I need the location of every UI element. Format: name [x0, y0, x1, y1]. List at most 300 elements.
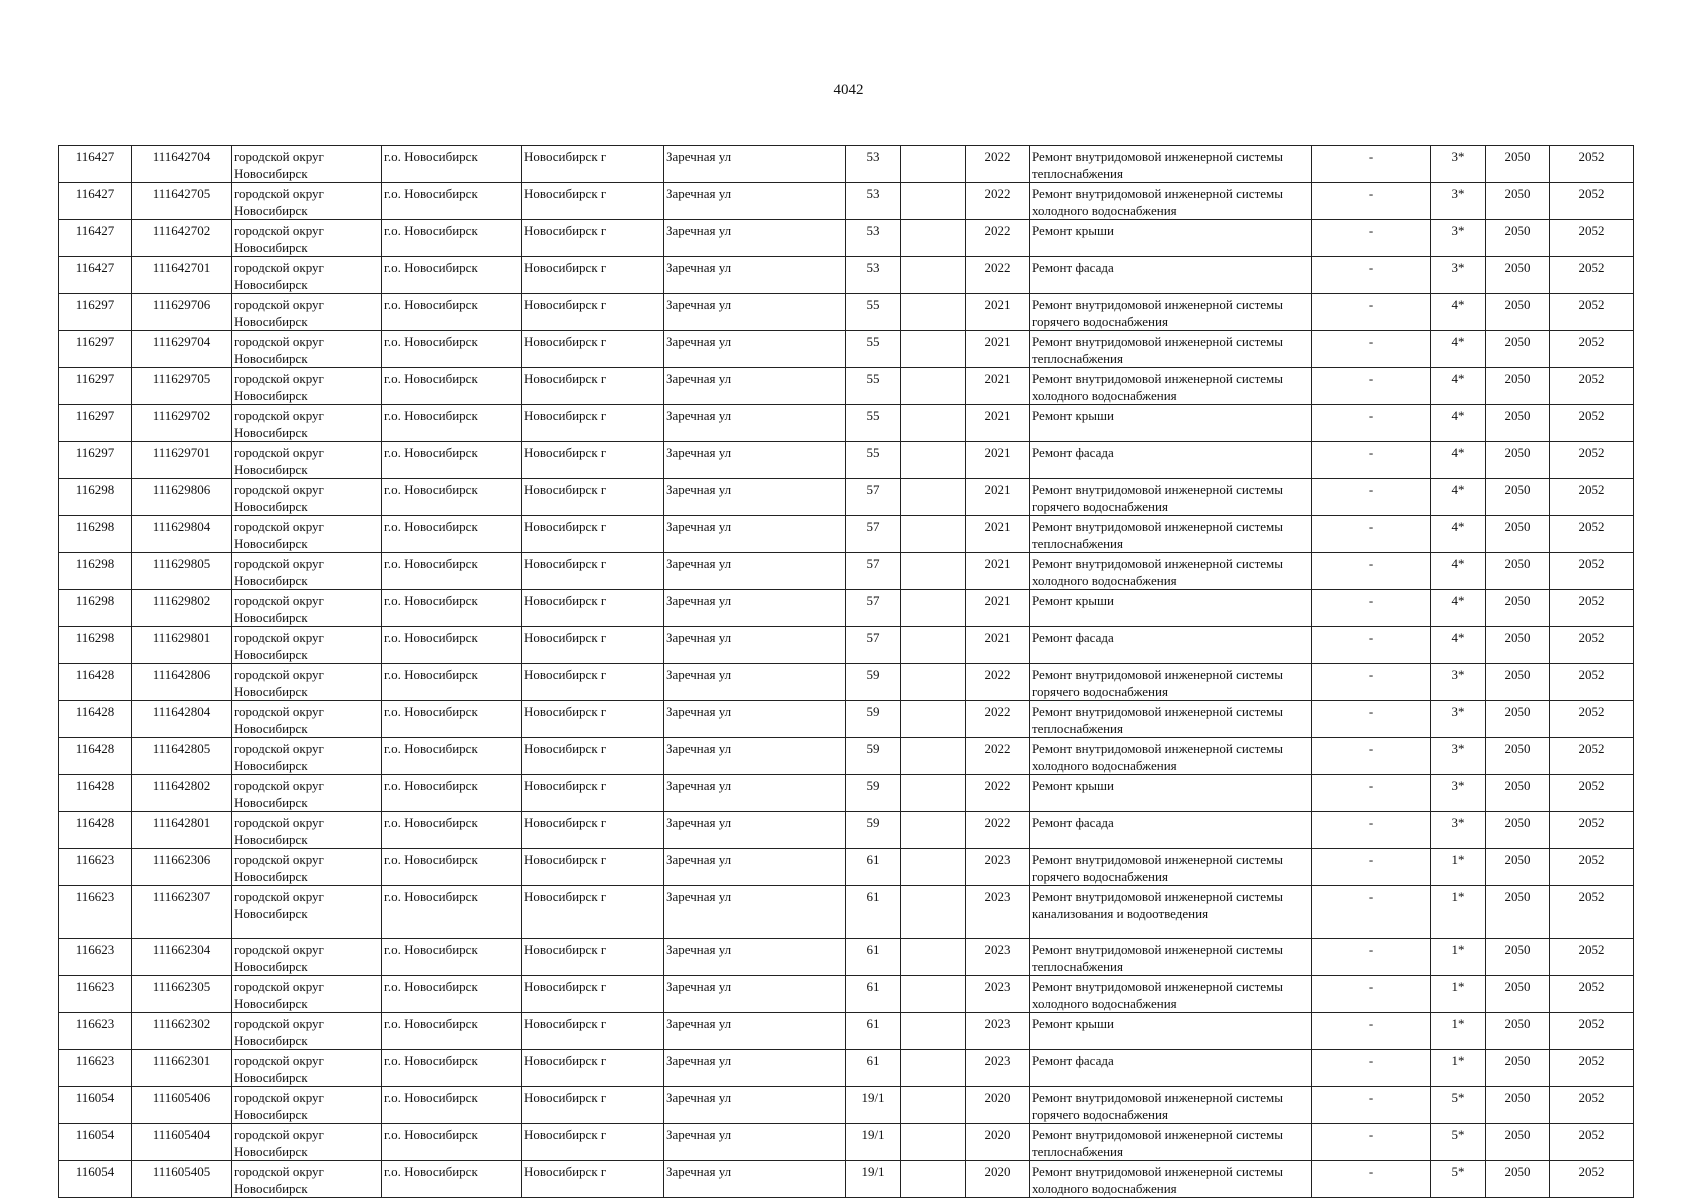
district-cell: г.о. Новосибирск: [382, 590, 522, 627]
priority-cell: 1*: [1431, 939, 1486, 976]
plan-end-cell: 2052: [1550, 886, 1634, 939]
house-id-cell: 116297: [59, 442, 132, 479]
house-number-cell: 55: [846, 368, 901, 405]
building-cell: [901, 257, 966, 294]
house-number-cell: 61: [846, 849, 901, 886]
district-cell: г.о. Новосибирск: [382, 939, 522, 976]
settlement-cell: Новосибирск г: [522, 590, 664, 627]
table-row: [59, 220, 1634, 257]
element-id-cell: 111629702: [132, 405, 232, 442]
plan-start-cell: 2050: [1486, 1050, 1550, 1087]
table-row: [59, 442, 1634, 479]
plan-start-cell: 2050: [1486, 479, 1550, 516]
dash-cell: -: [1312, 886, 1431, 939]
plan-start-cell: 2050: [1486, 183, 1550, 220]
building-cell: [901, 738, 966, 775]
priority-cell: 1*: [1431, 1013, 1486, 1050]
building-cell: [901, 146, 966, 183]
plan-end-cell: 2052: [1550, 405, 1634, 442]
element-id-cell: 111629806: [132, 479, 232, 516]
municipality-cell: городской округ Новосибирск: [232, 701, 382, 738]
priority-cell: 4*: [1431, 590, 1486, 627]
plan-end-cell: 2052: [1550, 479, 1634, 516]
settlement-cell: Новосибирск г: [522, 1087, 664, 1124]
municipality-cell: городской округ Новосибирск: [232, 1013, 382, 1050]
dash-cell: -: [1312, 664, 1431, 701]
element-id-cell: 111662306: [132, 849, 232, 886]
priority-cell: 3*: [1431, 664, 1486, 701]
dash-cell: -: [1312, 553, 1431, 590]
dash-cell: -: [1312, 1087, 1431, 1124]
table-row: [59, 812, 1634, 849]
work-type-cell: Ремонт внутридомовой инженерной системы канализования и водоотведения: [1030, 886, 1312, 939]
plan-start-cell: 2050: [1486, 1087, 1550, 1124]
element-id-cell: 111642705: [132, 183, 232, 220]
street-cell: Заречная ул: [664, 849, 846, 886]
year-built-cell: 2021: [966, 627, 1030, 664]
work-type-cell: Ремонт крыши: [1030, 775, 1312, 812]
house-number-cell: 61: [846, 1050, 901, 1087]
street-cell: Заречная ул: [664, 516, 846, 553]
street-cell: Заречная ул: [664, 294, 846, 331]
work-type-cell: Ремонт внутридомовой инженерной системы холодного водоснабжения: [1030, 368, 1312, 405]
house-id-cell: 116297: [59, 294, 132, 331]
building-cell: [901, 812, 966, 849]
table-row: [59, 738, 1634, 775]
municipality-cell: городской округ Новосибирск: [232, 590, 382, 627]
house-number-cell: 19/1: [846, 1161, 901, 1198]
building-cell: [901, 331, 966, 368]
dash-cell: -: [1312, 1013, 1431, 1050]
priority-cell: 5*: [1431, 1161, 1486, 1198]
settlement-cell: Новосибирск г: [522, 812, 664, 849]
year-built-cell: 2020: [966, 1087, 1030, 1124]
work-type-cell: Ремонт фасада: [1030, 257, 1312, 294]
building-cell: [901, 939, 966, 976]
house-id-cell: 116298: [59, 553, 132, 590]
street-cell: Заречная ул: [664, 1050, 846, 1087]
element-id-cell: 111662304: [132, 939, 232, 976]
building-cell: [901, 405, 966, 442]
district-cell: г.о. Новосибирск: [382, 479, 522, 516]
plan-start-cell: 2050: [1486, 664, 1550, 701]
table-row: [59, 479, 1634, 516]
table-row: [59, 1087, 1634, 1124]
house-number-cell: 55: [846, 294, 901, 331]
plan-start-cell: 2050: [1486, 812, 1550, 849]
house-id-cell: 116298: [59, 516, 132, 553]
municipality-cell: городской округ Новосибирск: [232, 1161, 382, 1198]
work-type-cell: Ремонт внутридомовой инженерной системы горячего водоснабжения: [1030, 664, 1312, 701]
priority-cell: 4*: [1431, 479, 1486, 516]
house-id-cell: 116427: [59, 146, 132, 183]
house-number-cell: 61: [846, 976, 901, 1013]
house-number-cell: 55: [846, 331, 901, 368]
dash-cell: -: [1312, 183, 1431, 220]
municipality-cell: городской округ Новосибирск: [232, 886, 382, 939]
house-number-cell: 57: [846, 553, 901, 590]
house-number-cell: 55: [846, 405, 901, 442]
dash-cell: -: [1312, 812, 1431, 849]
dash-cell: -: [1312, 627, 1431, 664]
building-cell: [901, 664, 966, 701]
house-number-cell: 59: [846, 701, 901, 738]
table-row: [59, 701, 1634, 738]
dash-cell: -: [1312, 849, 1431, 886]
work-type-cell: Ремонт крыши: [1030, 405, 1312, 442]
municipality-cell: городской округ Новосибирск: [232, 1087, 382, 1124]
house-id-cell: 116297: [59, 405, 132, 442]
year-built-cell: 2023: [966, 939, 1030, 976]
element-id-cell: 111642701: [132, 257, 232, 294]
year-built-cell: 2021: [966, 590, 1030, 627]
plan-end-cell: 2052: [1550, 976, 1634, 1013]
street-cell: Заречная ул: [664, 664, 846, 701]
plan-end-cell: 2052: [1550, 701, 1634, 738]
dash-cell: -: [1312, 331, 1431, 368]
house-id-cell: 116428: [59, 775, 132, 812]
municipality-cell: городской округ Новосибирск: [232, 976, 382, 1013]
settlement-cell: Новосибирск г: [522, 220, 664, 257]
district-cell: г.о. Новосибирск: [382, 553, 522, 590]
plan-end-cell: 2052: [1550, 183, 1634, 220]
plan-end-cell: 2052: [1550, 849, 1634, 886]
year-built-cell: 2021: [966, 331, 1030, 368]
priority-cell: 3*: [1431, 738, 1486, 775]
priority-cell: 5*: [1431, 1087, 1486, 1124]
plan-start-cell: 2050: [1486, 553, 1550, 590]
house-number-cell: 53: [846, 257, 901, 294]
dash-cell: -: [1312, 479, 1431, 516]
building-cell: [901, 886, 966, 939]
plan-start-cell: 2050: [1486, 146, 1550, 183]
district-cell: г.о. Новосибирск: [382, 442, 522, 479]
municipality-cell: городской округ Новосибирск: [232, 146, 382, 183]
municipality-cell: городской округ Новосибирск: [232, 183, 382, 220]
settlement-cell: Новосибирск г: [522, 939, 664, 976]
plan-start-cell: 2050: [1486, 939, 1550, 976]
work-type-cell: Ремонт крыши: [1030, 590, 1312, 627]
district-cell: г.о. Новосибирск: [382, 1124, 522, 1161]
street-cell: Заречная ул: [664, 1013, 846, 1050]
table-row: [59, 590, 1634, 627]
house-number-cell: 59: [846, 812, 901, 849]
priority-cell: 3*: [1431, 257, 1486, 294]
settlement-cell: Новосибирск г: [522, 775, 664, 812]
house-number-cell: 53: [846, 183, 901, 220]
plan-end-cell: 2052: [1550, 1013, 1634, 1050]
element-id-cell: 111662305: [132, 976, 232, 1013]
street-cell: Заречная ул: [664, 812, 846, 849]
plan-start-cell: 2050: [1486, 220, 1550, 257]
work-type-cell: Ремонт внутридомовой инженерной системы холодного водоснабжения: [1030, 183, 1312, 220]
work-type-cell: Ремонт внутридомовой инженерной системы холодного водоснабжения: [1030, 553, 1312, 590]
element-id-cell: 111629801: [132, 627, 232, 664]
house-number-cell: 57: [846, 627, 901, 664]
dash-cell: -: [1312, 1050, 1431, 1087]
dash-cell: -: [1312, 590, 1431, 627]
priority-cell: 1*: [1431, 976, 1486, 1013]
year-built-cell: 2021: [966, 553, 1030, 590]
district-cell: г.о. Новосибирск: [382, 849, 522, 886]
house-id-cell: 116428: [59, 701, 132, 738]
element-id-cell: 111605405: [132, 1161, 232, 1198]
plan-start-cell: 2050: [1486, 368, 1550, 405]
house-id-cell: 116623: [59, 939, 132, 976]
table-row: [59, 516, 1634, 553]
priority-cell: 3*: [1431, 183, 1486, 220]
priority-cell: 3*: [1431, 146, 1486, 183]
year-built-cell: 2021: [966, 368, 1030, 405]
priority-cell: 4*: [1431, 368, 1486, 405]
district-cell: г.о. Новосибирск: [382, 775, 522, 812]
work-type-cell: Ремонт внутридомовой инженерной системы теплоснабжения: [1030, 939, 1312, 976]
work-type-cell: Ремонт фасада: [1030, 627, 1312, 664]
municipality-cell: городской округ Новосибирск: [232, 405, 382, 442]
plan-end-cell: 2052: [1550, 939, 1634, 976]
house-number-cell: 57: [846, 479, 901, 516]
priority-cell: 3*: [1431, 775, 1486, 812]
year-built-cell: 2022: [966, 146, 1030, 183]
work-type-cell: Ремонт внутридомовой инженерной системы горячего водоснабжения: [1030, 479, 1312, 516]
building-cell: [901, 775, 966, 812]
work-type-cell: Ремонт внутридомовой инженерной системы холодного водоснабжения: [1030, 976, 1312, 1013]
settlement-cell: Новосибирск г: [522, 479, 664, 516]
municipality-cell: городской округ Новосибирск: [232, 368, 382, 405]
plan-end-cell: 2052: [1550, 664, 1634, 701]
building-cell: [901, 701, 966, 738]
building-cell: [901, 1087, 966, 1124]
street-cell: Заречная ул: [664, 775, 846, 812]
building-cell: [901, 590, 966, 627]
table-row: [59, 331, 1634, 368]
plan-end-cell: 2052: [1550, 738, 1634, 775]
table-row: [59, 1161, 1634, 1198]
table-row: [59, 368, 1634, 405]
settlement-cell: Новосибирск г: [522, 405, 664, 442]
year-built-cell: 2023: [966, 1013, 1030, 1050]
house-id-cell: 116297: [59, 368, 132, 405]
building-cell: [901, 368, 966, 405]
element-id-cell: 111629805: [132, 553, 232, 590]
plan-start-cell: 2050: [1486, 405, 1550, 442]
dash-cell: -: [1312, 368, 1431, 405]
district-cell: г.о. Новосибирск: [382, 1050, 522, 1087]
table-row: [59, 405, 1634, 442]
plan-end-cell: 2052: [1550, 257, 1634, 294]
dash-cell: -: [1312, 220, 1431, 257]
house-id-cell: 116623: [59, 1050, 132, 1087]
house-id-cell: 116297: [59, 331, 132, 368]
dash-cell: -: [1312, 775, 1431, 812]
street-cell: Заречная ул: [664, 442, 846, 479]
plan-start-cell: 2050: [1486, 738, 1550, 775]
street-cell: Заречная ул: [664, 331, 846, 368]
plan-start-cell: 2050: [1486, 590, 1550, 627]
table-row: [59, 294, 1634, 331]
plan-end-cell: 2052: [1550, 1124, 1634, 1161]
dash-cell: -: [1312, 257, 1431, 294]
year-built-cell: 2021: [966, 442, 1030, 479]
element-id-cell: 111662307: [132, 886, 232, 939]
plan-start-cell: 2050: [1486, 976, 1550, 1013]
page-number: 4042: [833, 82, 864, 98]
year-built-cell: 2022: [966, 664, 1030, 701]
district-cell: г.о. Новосибирск: [382, 220, 522, 257]
house-id-cell: 116428: [59, 738, 132, 775]
settlement-cell: Новосибирск г: [522, 331, 664, 368]
municipality-cell: городской округ Новосибирск: [232, 738, 382, 775]
element-id-cell: 111662302: [132, 1013, 232, 1050]
plan-start-cell: 2050: [1486, 1124, 1550, 1161]
priority-cell: 4*: [1431, 294, 1486, 331]
house-number-cell: 59: [846, 664, 901, 701]
year-built-cell: 2021: [966, 479, 1030, 516]
priority-cell: 4*: [1431, 553, 1486, 590]
building-cell: [901, 220, 966, 257]
municipality-cell: городской округ Новосибирск: [232, 812, 382, 849]
priority-cell: 3*: [1431, 220, 1486, 257]
house-id-cell: 116427: [59, 257, 132, 294]
district-cell: г.о. Новосибирск: [382, 886, 522, 939]
street-cell: Заречная ул: [664, 701, 846, 738]
building-cell: [901, 1124, 966, 1161]
house-id-cell: 116428: [59, 664, 132, 701]
municipality-cell: городской округ Новосибирск: [232, 442, 382, 479]
table-row: [59, 1124, 1634, 1161]
building-cell: [901, 553, 966, 590]
table-row: [59, 849, 1634, 886]
year-built-cell: 2021: [966, 516, 1030, 553]
priority-cell: 3*: [1431, 812, 1486, 849]
street-cell: Заречная ул: [664, 590, 846, 627]
plan-end-cell: 2052: [1550, 775, 1634, 812]
work-type-cell: Ремонт внутридомовой инженерной системы холодного водоснабжения: [1030, 1161, 1312, 1198]
building-cell: [901, 1050, 966, 1087]
district-cell: г.о. Новосибирск: [382, 146, 522, 183]
district-cell: г.о. Новосибирск: [382, 257, 522, 294]
house-id-cell: 116298: [59, 627, 132, 664]
municipality-cell: городской округ Новосибирск: [232, 627, 382, 664]
work-type-cell: Ремонт крыши: [1030, 1013, 1312, 1050]
priority-cell: 1*: [1431, 849, 1486, 886]
house-number-cell: 61: [846, 1013, 901, 1050]
building-cell: [901, 183, 966, 220]
element-id-cell: 111642805: [132, 738, 232, 775]
dash-cell: -: [1312, 146, 1431, 183]
element-id-cell: 111629802: [132, 590, 232, 627]
plan-end-cell: 2052: [1550, 627, 1634, 664]
dash-cell: -: [1312, 516, 1431, 553]
year-built-cell: 2022: [966, 738, 1030, 775]
house-id-cell: 116054: [59, 1124, 132, 1161]
settlement-cell: Новосибирск г: [522, 257, 664, 294]
building-cell: [901, 294, 966, 331]
building-cell: [901, 1013, 966, 1050]
street-cell: Заречная ул: [664, 1087, 846, 1124]
year-built-cell: 2023: [966, 976, 1030, 1013]
work-type-cell: Ремонт внутридомовой инженерной системы горячего водоснабжения: [1030, 849, 1312, 886]
year-built-cell: 2020: [966, 1124, 1030, 1161]
table-body: [59, 146, 1634, 1198]
street-cell: Заречная ул: [664, 553, 846, 590]
plan-end-cell: 2052: [1550, 220, 1634, 257]
priority-cell: 1*: [1431, 886, 1486, 939]
street-cell: Заречная ул: [664, 886, 846, 939]
house-id-cell: 116054: [59, 1161, 132, 1198]
priority-cell: 5*: [1431, 1124, 1486, 1161]
repair-schedule-table: [58, 145, 1634, 1198]
settlement-cell: Новосибирск г: [522, 627, 664, 664]
dash-cell: -: [1312, 405, 1431, 442]
district-cell: г.о. Новосибирск: [382, 976, 522, 1013]
settlement-cell: Новосибирск г: [522, 976, 664, 1013]
settlement-cell: Новосибирск г: [522, 664, 664, 701]
settlement-cell: Новосибирск г: [522, 1161, 664, 1198]
municipality-cell: городской округ Новосибирск: [232, 664, 382, 701]
element-id-cell: 111642802: [132, 775, 232, 812]
plan-start-cell: 2050: [1486, 627, 1550, 664]
house-id-cell: 116623: [59, 886, 132, 939]
street-cell: Заречная ул: [664, 1161, 846, 1198]
house-id-cell: 116623: [59, 976, 132, 1013]
element-id-cell: 111642702: [132, 220, 232, 257]
priority-cell: 1*: [1431, 1050, 1486, 1087]
year-built-cell: 2020: [966, 1161, 1030, 1198]
table-row: [59, 146, 1634, 183]
plan-end-cell: 2052: [1550, 553, 1634, 590]
work-type-cell: Ремонт внутридомовой инженерной системы теплоснабжения: [1030, 1124, 1312, 1161]
street-cell: Заречная ул: [664, 738, 846, 775]
plan-start-cell: 2050: [1486, 1161, 1550, 1198]
plan-start-cell: 2050: [1486, 849, 1550, 886]
table-row: [59, 183, 1634, 220]
plan-end-cell: 2052: [1550, 1050, 1634, 1087]
year-built-cell: 2023: [966, 1050, 1030, 1087]
district-cell: г.о. Новосибирск: [382, 183, 522, 220]
year-built-cell: 2023: [966, 849, 1030, 886]
house-number-cell: 59: [846, 738, 901, 775]
municipality-cell: городской округ Новосибирск: [232, 849, 382, 886]
dash-cell: -: [1312, 442, 1431, 479]
plan-end-cell: 2052: [1550, 294, 1634, 331]
district-cell: г.о. Новосибирск: [382, 1013, 522, 1050]
settlement-cell: Новосибирск г: [522, 701, 664, 738]
building-cell: [901, 516, 966, 553]
work-type-cell: Ремонт крыши: [1030, 220, 1312, 257]
priority-cell: 4*: [1431, 516, 1486, 553]
house-id-cell: 116298: [59, 590, 132, 627]
plan-end-cell: 2052: [1550, 368, 1634, 405]
priority-cell: 4*: [1431, 405, 1486, 442]
plan-start-cell: 2050: [1486, 257, 1550, 294]
plan-end-cell: 2052: [1550, 812, 1634, 849]
element-id-cell: 111662301: [132, 1050, 232, 1087]
priority-cell: 4*: [1431, 627, 1486, 664]
street-cell: Заречная ул: [664, 405, 846, 442]
settlement-cell: Новосибирск г: [522, 1050, 664, 1087]
plan-end-cell: 2052: [1550, 516, 1634, 553]
plan-start-cell: 2050: [1486, 775, 1550, 812]
work-type-cell: Ремонт внутридомовой инженерной системы теплоснабжения: [1030, 146, 1312, 183]
year-built-cell: 2022: [966, 183, 1030, 220]
element-id-cell: 111642804: [132, 701, 232, 738]
street-cell: Заречная ул: [664, 939, 846, 976]
municipality-cell: городской округ Новосибирск: [232, 1124, 382, 1161]
house-id-cell: 116298: [59, 479, 132, 516]
settlement-cell: Новосибирск г: [522, 1013, 664, 1050]
district-cell: г.о. Новосибирск: [382, 331, 522, 368]
